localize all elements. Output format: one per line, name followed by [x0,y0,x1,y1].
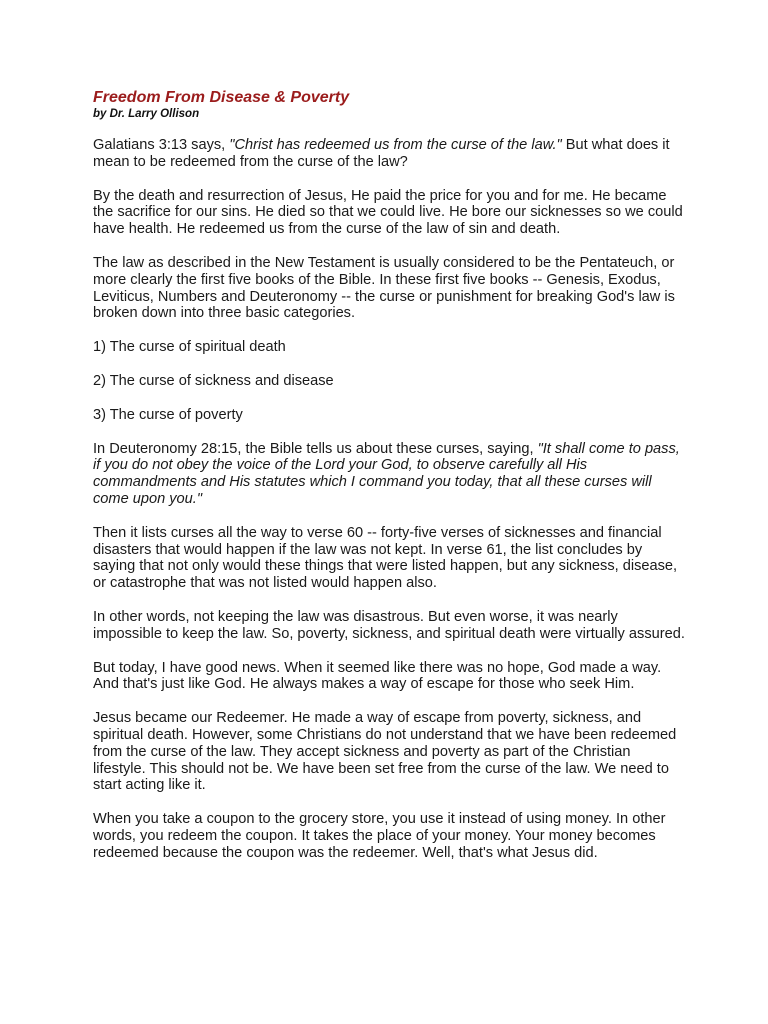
paragraph-law-pentateuch: The law as described in the New Testament is usually considered to be the Pentateuch, or more clearly the first five books of the Bible. In these first five books -- Genesis, Exodus, Leviticus, Numbers and Deuteronomy -- the curse or punishment for breaking God's law is broken down into three basic categories. [93,254,675,322]
paragraph-coupon: When you take a coupon to the grocery store, you use it instead of using money. In other words, you redeem the coupon. It takes the place of your money. Your money becomes redeemed because the coupon was the redeemer. Well, that's what Jesus did. [93,811,666,861]
article-title: Freedom From Disease & Poverty [93,89,350,106]
article-byline: by Dr. Larry Ollison [93,108,200,120]
list-item-poverty: 3) The curse of poverty [93,406,243,423]
document-page [93,88,685,879]
paragraph-death-resurrection: By the death and resurrection of Jesus, He paid the price for you and for me. He became the sacrifice for our sins. He died so that we could live. He bore our sicknesses so we could have health. He redeemed us from the curse of the law of sin and death. [93,187,683,238]
paragraph-text: But what does it mean to be redeemed from the curse of the law? [93,137,670,170]
paragraph-verse-60: Then it lists curses all the way to verse 60 -- forty-five verses of sicknesses and financial disasters that would happen if the law was not kept. In verse 61, the list concludes by saying that not only would these things that were listed happen, but any sickness, disease, or catastrophe that was not listed would happen also. [93,524,678,592]
paragraph-deuteronomy [93,441,685,508]
paragraph-galatians [93,137,685,171]
paragraph-redeemer: Jesus became our Redeemer. He made a way of escape from poverty, sickness, and spiritual death. However, some Christians do not understand that we have been redeemed from the curse of the law. They accept sickness and poverty as part of the Christian lifestyle. This should not be. We have been set free from the curse of the law. We need to start acting like it. [93,710,677,794]
paragraph-good-news: But today, I have good news. When it seemed like there was no hope, God made a way. And that's just like God. He always makes a way of escape for those who seek Him. [93,659,662,693]
scripture-quote: "It shall come to pass, if you do not obey the voice of the Lord your God, to observe carefully all His commandments and His statutes which I command you today, that all these curses will come upon you." [93,440,680,507]
list-item-spiritual-death: 1) The curse of spiritual death [93,339,286,356]
paragraph-text: In Deuteronomy 28:15, the Bible tells us about these curses, saying, [93,440,538,457]
paragraph-text: Galatians 3:13 says, [93,137,230,153]
scripture-quote: "Christ has redeemed us from the curse of the law." [229,137,562,153]
list-item-sickness: 2) The curse of sickness and disease [93,372,334,389]
paragraph-disastrous: In other words, not keeping the law was disastrous. But even worse, it was nearly impossible to keep the law. So, poverty, sickness, and spiritual death were virtually assured. [93,608,685,642]
